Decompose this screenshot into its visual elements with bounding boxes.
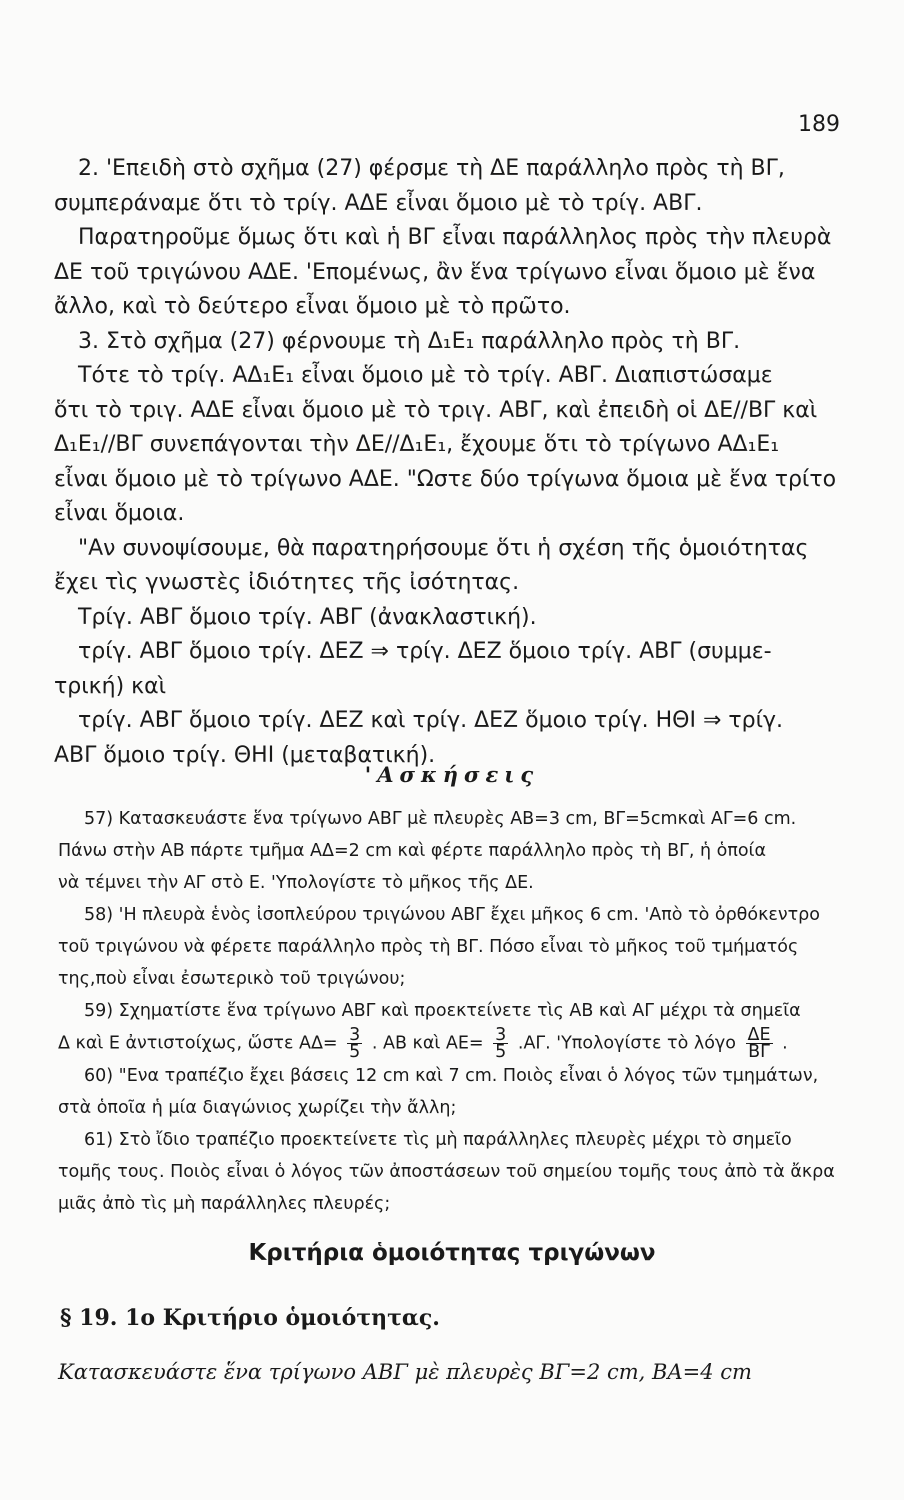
exercise-line: 57) Κατασκευάστε ἕνα τρίγωνο ΑΒΓ μὲ πλευρὲς ΑΒ=3 cm, ΒΓ=5cmκαὶ ΑΓ=6 cm. — [84, 809, 797, 829]
exercise-line: Πάνω στὴν ΑΒ πάρτε τμῆμα ΑΔ=2 cm καὶ φέρτε παράλληλο πρὸς τὴ ΒΓ, ἡ ὁποία — [58, 841, 767, 861]
construction-line: Κατασκευάστε ἕνα τρίγωνο ΑΒΓ μὲ πλευρὲς ΒΓ=2 cm, ΒΑ=4 cm — [58, 1360, 752, 1384]
exercise-text: . — [782, 1033, 788, 1054]
fraction-denominator: ΒΓ — [748, 1042, 770, 1060]
text-line: Δ₁Ε₁//ΒΓ συνεπάγονται τὴν ΔΕ//Δ₁Ε₁, ἔχουμε ὅτι τὸ τρίγωνο ΑΔ₁Ε₁ — [54, 432, 780, 457]
exercises-heading: 'Ασκήσεις — [364, 762, 540, 787]
exercise-line: 61) Στὸ ἴδιο τραπέζιο προεκτείνετε τὶς μὴ παράλληλες πλευρὲς μέχρι τὸ σημεῖο — [84, 1130, 792, 1150]
text-line: τρίγ. ΑΒΓ ὅμοιο τρίγ. ΔΕΖ καὶ τρίγ. ΔΕΖ ὅμοιο τρίγ. ΗΘΙ ⇒ τρίγ. — [78, 708, 784, 733]
text-line: 2. 'Επειδὴ στὸ σχῆμα (27) φέρσμε τὴ ΔΕ παράλληλο πρὸς τὴ ΒΓ, — [78, 156, 785, 181]
text-line: ἔχει τὶς γνωστὲς ἰδιότητες τῆς ἰσότητας. — [54, 570, 520, 595]
exercise-line: 58) 'Η πλευρὰ ἑνὸς ἰσοπλεύρου τριγώνου ΑΒΓ ἔχει μῆκος 6 cm. 'Απὸ τὸ ὀρθόκεντρο — [84, 905, 820, 925]
exercise-line-with-fractions — [58, 1027, 848, 1060]
text-line: Τρίγ. ΑΒΓ ὅμοιο τρίγ. ΑΒΓ (ἀνακλαστική). — [78, 604, 537, 630]
text-line: ὅτι τὸ τριγ. ΑΔΕ εἶναι ὅμοιο μὲ τὸ τριγ. ΑΒΓ, καὶ ἐπειδὴ οἱ ΔΕ//ΒΓ καὶ — [54, 397, 818, 423]
exercise-line: στὰ ὁποῖα ἡ μία διαγώνιος χωρίζει τὴν ἄλλη; — [58, 1098, 457, 1118]
fraction-numerator: 3 — [349, 1027, 361, 1045]
text-line: τρίγ. ΑΒΓ ὅμοιο τρίγ. ΔΕΖ ⇒ τρίγ. ΔΕΖ ὅμοιο τρίγ. ΑΒΓ (συμμε- — [78, 639, 772, 664]
exercise-line: νὰ τέμνει τὴν ΑΓ στὸ Ε. 'Υπολογίστε τὸ μῆκος τῆς ΔΕ. — [58, 873, 534, 893]
text-line: ΑΒΓ ὅμοιο τρίγ. ΘΗΙ (μεταβατική). — [54, 742, 436, 768]
exercise-line: 59) Σχηματίστε ἕνα τρίγωνο ΑΒΓ καὶ προεκτείνετε τὶς ΑΒ καὶ ΑΓ μέχρι τὰ σημεῖα — [84, 1001, 801, 1021]
exercise-line: μιᾶς ἀπὸ τὶς μὴ παράλληλες πλευρές; — [58, 1194, 391, 1214]
fraction-denominator: 5 — [349, 1042, 361, 1060]
text-line: ΔΕ τοῦ τριγώνου ΑΔΕ. 'Επομένως, ἂν ἕνα τρίγωνο εἶναι ὅμοιο μὲ ἕνα — [54, 259, 816, 285]
fraction-denominator: 5 — [495, 1042, 507, 1060]
text-line: εἶναι ὅμοιο μὲ τὸ τρίγωνο ΑΔΕ. "Ωστε δύο τρίγωνα ὅμοια μὲ ἕνα τρίτο — [54, 466, 837, 492]
text-line: συμπεράναμε ὅτι τὸ τρίγ. ΑΔΕ εἶναι ὅμοιο μὲ τὸ τρίγ. ΑΒΓ. — [54, 190, 703, 216]
fraction — [347, 1027, 362, 1060]
text-line: Παρατηροῦμε ὅμως ὅτι καὶ ἡ ΒΓ εἶναι παράλληλος πρὸς τὴν πλευρὰ — [78, 225, 832, 250]
text-line: 3. Στὸ σχῆμα (27) φέρνουμε τὴ Δ₁Ε₁ παράλληλο πρὸς τὴ ΒΓ. — [78, 328, 741, 354]
exercise-text: Δ καὶ Ε ἀντιστοίχως, ὥστε ΑΔ= — [58, 1033, 338, 1054]
exercise-text: . ΑΒ καὶ ΑΕ= — [371, 1033, 484, 1054]
text-line: εἶναι ὅμοια. — [54, 501, 185, 526]
section-title: Κριτήρια ὁμοιότητας τριγώνων — [248, 1240, 656, 1266]
fraction-numerator: 3 — [495, 1027, 507, 1045]
paragraph-title: § 19. 1ο Κριτήριο ὁμοιότητας. — [60, 1305, 440, 1331]
exercise-line: 60) "Ενα τραπέζιο ἔχει βάσεις 12 cm καὶ 7 cm. Ποιὸς εἶναι ὁ λόγος τῶν τμημάτων, — [84, 1066, 819, 1086]
text-line: "Αν συνοψίσουμε, θὰ παρατηρήσουμε ὅτι ἡ σχέση τῆς ὁμοιότητας — [78, 535, 809, 561]
exercise-line: τομῆς τους. Ποιὸς εἶναι ὁ λόγος τῶν ἀποστάσεων τοῦ σημείου τομῆς τους ἀπὸ τὰ ἄκρα — [58, 1162, 835, 1182]
exercises-list — [58, 803, 848, 1220]
text-line: Τότε τὸ τρίγ. ΑΔ₁Ε₁ εἶναι ὅμοιο μὲ τὸ τρίγ. ΑΒΓ. Διαπιστώσαμε — [78, 363, 773, 388]
page-number: 189 — [798, 112, 840, 137]
text-line: τρική) καὶ — [54, 673, 167, 699]
fraction — [746, 1027, 773, 1060]
fraction — [493, 1027, 508, 1060]
exercise-line: της,ποὺ εἶναι ἐσωτερικὸ τοῦ τριγώνου; — [58, 969, 406, 989]
main-text — [54, 152, 844, 773]
text-line: ἄλλο, καὶ τὸ δεύτερο εἶναι ὅμοιο μὲ τὸ πρῶτο. — [54, 294, 571, 319]
exercise-text: .ΑΓ. 'Υπολογίστε τὸ λόγο — [517, 1033, 736, 1054]
fraction-numerator: ΔΕ — [747, 1027, 771, 1045]
exercise-line: τοῦ τριγώνου νὰ φέρετε παράλληλο πρὸς τὴ ΒΓ. Πόσο εἶναι τὸ μῆκος τοῦ τμήματός — [58, 937, 799, 957]
